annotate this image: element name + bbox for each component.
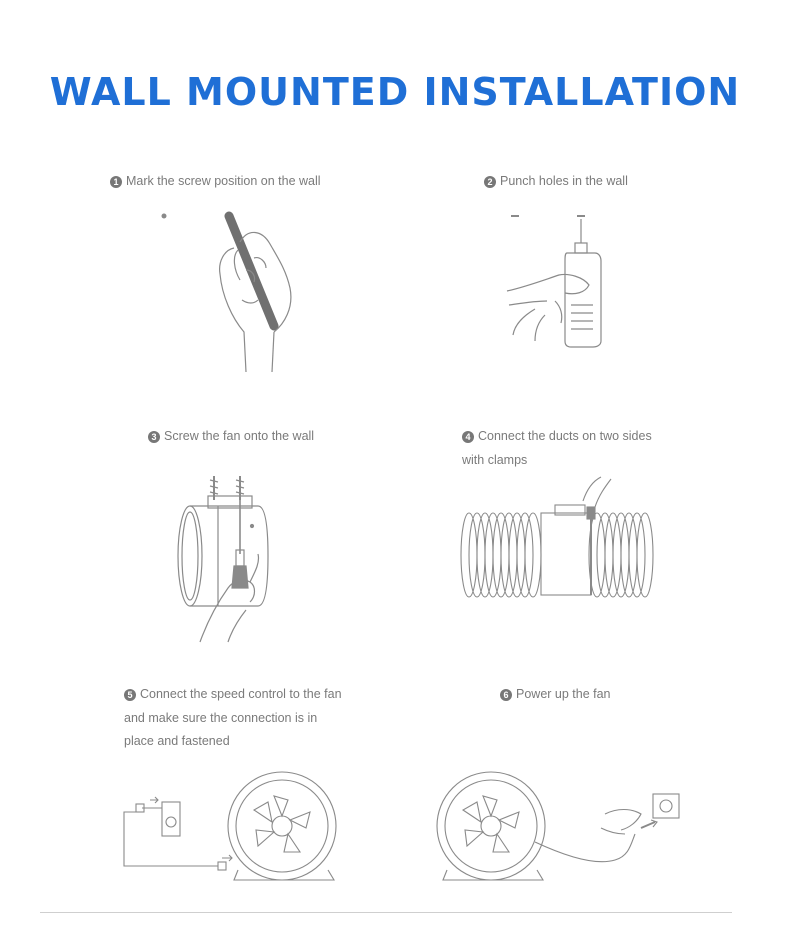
step-2-text: Punch holes in the wall bbox=[500, 174, 628, 188]
fan-body bbox=[541, 505, 591, 595]
hand-icon bbox=[601, 810, 641, 835]
step-1-caption bbox=[110, 170, 321, 194]
ducts-clamps-illustration bbox=[455, 475, 660, 605]
step-1-text: Mark the screw position on the wall bbox=[126, 174, 321, 188]
speed-control-icon bbox=[136, 797, 180, 836]
wall-socket-icon bbox=[653, 794, 679, 818]
step-3-text: Screw the fan onto the wall bbox=[164, 429, 315, 443]
step-number-badge: 1 bbox=[110, 176, 122, 188]
bottom-divider bbox=[40, 912, 732, 913]
hand-icon bbox=[583, 477, 611, 507]
drill-icon bbox=[565, 219, 601, 347]
plug-arrow-icon bbox=[641, 820, 657, 828]
left-duct-icon bbox=[461, 513, 541, 597]
power-up-illustration bbox=[425, 770, 695, 885]
right-duct-icon bbox=[589, 513, 653, 597]
inline-fan-icon bbox=[437, 772, 545, 880]
clamp-icon bbox=[587, 507, 595, 595]
hand-icon bbox=[507, 274, 589, 341]
step-number-badge: 2 bbox=[484, 176, 496, 188]
step-number-badge: 3 bbox=[148, 431, 160, 443]
step-number-badge: 6 bbox=[500, 689, 512, 701]
step-4-text: Connect the ducts on two sides with clamps bbox=[462, 429, 652, 467]
step-number-badge: 4 bbox=[462, 431, 474, 443]
wall-dot-mark bbox=[162, 214, 167, 219]
step-6-caption bbox=[500, 683, 611, 707]
screw-fan-illustration bbox=[170, 470, 290, 650]
hand-icon bbox=[220, 232, 291, 372]
step-4-caption bbox=[462, 425, 652, 472]
hand-icon bbox=[200, 554, 259, 642]
page-title: WALL MOUNTED INSTALLATION bbox=[49, 70, 741, 114]
step-number-badge: 5 bbox=[124, 689, 136, 701]
screwdriver-icon bbox=[232, 500, 248, 588]
speed-control-illustration bbox=[118, 770, 343, 885]
step-5-caption bbox=[124, 683, 342, 754]
step-2-caption bbox=[484, 170, 628, 194]
inline-fan-icon bbox=[228, 772, 336, 880]
marking-wall-illustration bbox=[150, 200, 310, 385]
drilling-illustration bbox=[495, 205, 625, 355]
step-5-text: Connect the speed control to the fan and make sure the connection is in place and fastened bbox=[124, 687, 342, 748]
cable-icon bbox=[124, 812, 232, 870]
step-3-caption bbox=[148, 425, 314, 449]
power-cord-icon bbox=[535, 834, 635, 862]
step-6-text: Power up the fan bbox=[516, 687, 611, 701]
